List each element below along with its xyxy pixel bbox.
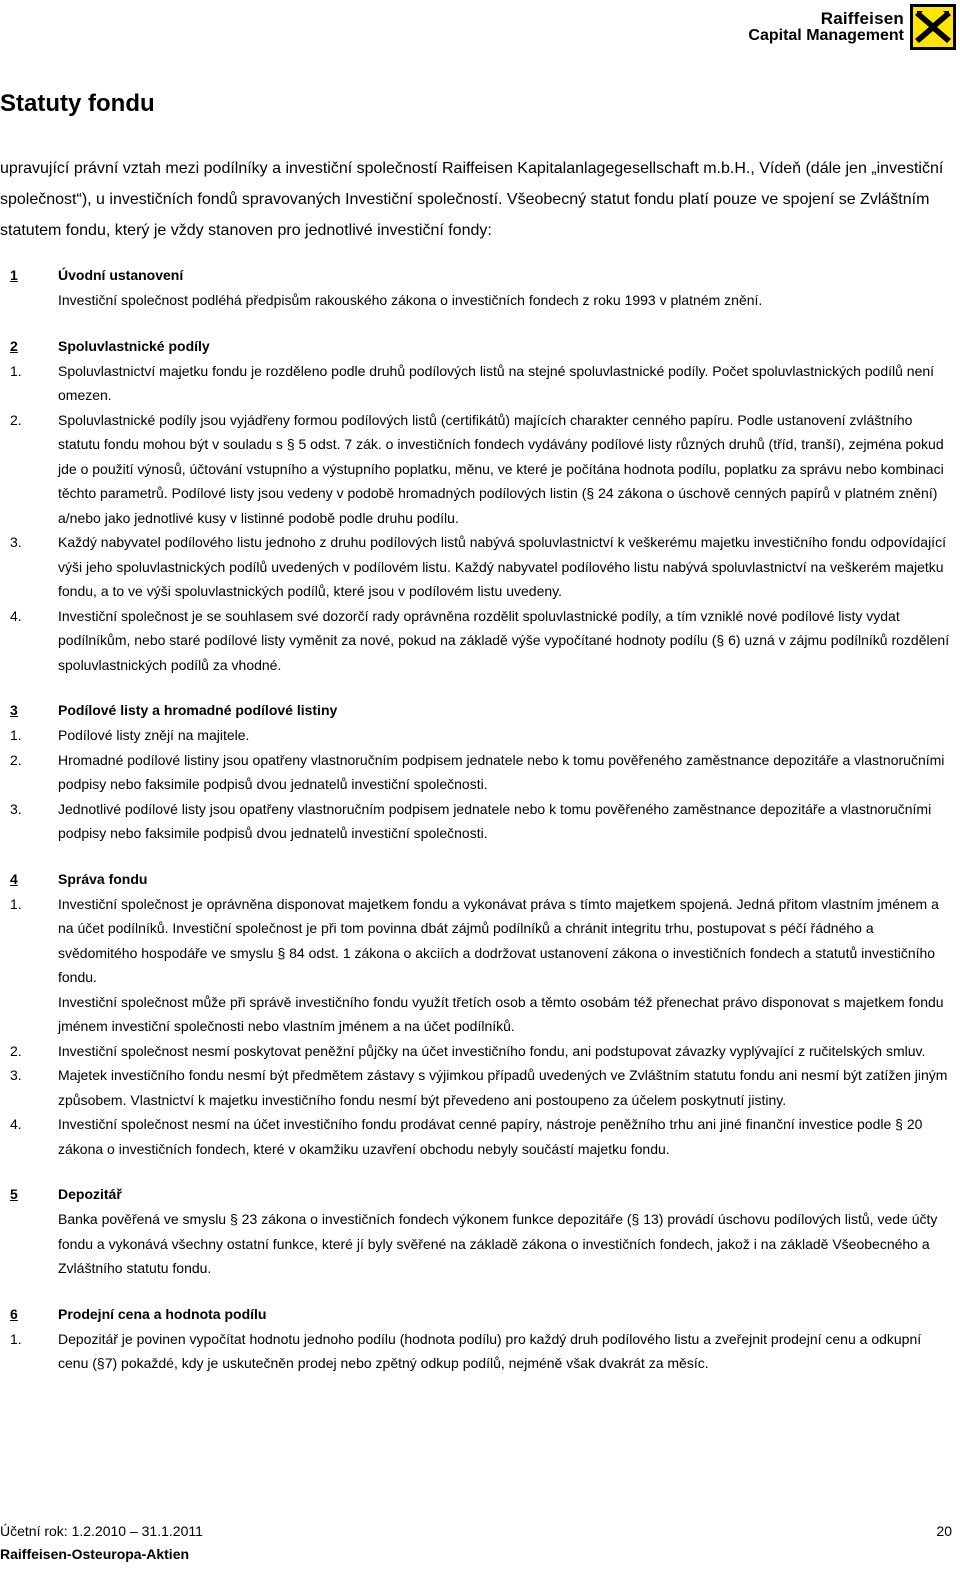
clause-number: 4. xyxy=(10,607,22,624)
clause-text: Depozitář je povinen vypočítat hodnotu jednoho podílu (hodnota podílu) pro každý druh podílového listu a zveřejnit prodejní cenu a odkupní cenu (§7) pokaždé, kdy je uskutečněn prodej nebo zpětný odkup podílů, nejméně však dvakrát za měsíc. xyxy=(58,1330,922,1371)
page-number: 20 xyxy=(936,1523,952,1539)
clause-text: Hromadné podílové listiny jsou opatřeny vlastnoručním podpisem jednatele nebo k tomu pověřeného zaměstnance depozitáře a vlastnoručními podpisy nebo faksimile podpisů dvou jednatelů investiční společnosti. xyxy=(58,751,945,792)
clause xyxy=(0,748,952,797)
clause-number xyxy=(0,1207,58,1281)
section-6 xyxy=(0,1302,952,1376)
clause-number: 1. xyxy=(10,1330,22,1347)
section-heading xyxy=(0,698,952,723)
fund-name: Raiffeisen-Osteuropa-Aktien xyxy=(0,1546,190,1562)
brand-wordmark xyxy=(748,10,904,44)
clause xyxy=(0,1207,952,1281)
clause xyxy=(0,1112,952,1161)
section-1 xyxy=(0,263,952,313)
clause xyxy=(0,990,952,1039)
clause-number: 3. xyxy=(10,800,22,817)
clause xyxy=(0,359,952,408)
section-title: Prodejní cena a hodnota podílu xyxy=(58,1305,267,1322)
section-heading xyxy=(0,867,952,892)
section-4 xyxy=(0,867,952,1162)
page-footer xyxy=(0,1520,952,1566)
brand-logo xyxy=(748,4,956,50)
clause-number: 2. xyxy=(10,751,22,768)
clause-text: Banka pověřená ve smyslu § 23 zákona o investičních fondech výkonem funkce depozitáře (§ 13) provádí úschovu podílových listů, vede účty fondu a vykonává všechny ostatní funkce, které jí byly svěřené na základě zákona o investičních fondech, jakož i na základě Všeobecného a Zvláštního statutu fondu. xyxy=(58,1211,938,1276)
brand-line1: Raiffeisen xyxy=(820,9,904,28)
statute-sections xyxy=(0,263,952,1397)
section-5 xyxy=(0,1182,952,1281)
clause-text: Spoluvlastnické podíly jsou vyjádřeny formou podílových listů (certifikátů) majících charakter cenného papíru. Podle ustanovení zvláštního statutu fondu mohou být v souladu s § 5 odst. 7 zák. o investičních fondech vydávány podílové listy různých druhů (tříd, tranší), zejména pokud jde o použití výnosů, účtování vstupního a výstupního poplatku, měnu, ve které je počítána hodnota podílu, poplatku za správu nebo kombinaci těchto parametrů. Podílové listy jsou vedeny v podobě hromadných podílových listin (§ 24 zákona o úschově cenných papírů v platném znění) a/nebo jako jednotlivé kusy v listinné podobě podle druhu podílu. xyxy=(58,411,944,526)
accounting-period: Účetní rok: 1.2.2010 – 31.1.2011 xyxy=(0,1523,203,1539)
brand-line2: Capital Management xyxy=(748,27,904,44)
section-heading xyxy=(0,334,952,359)
clause xyxy=(0,797,952,846)
clause-text: Jednotlivé podílové listy jsou opatřeny vlastnoručním podpisem jednatele nebo k tomu pověřeného zaměstnance depozitáře a vlastnoručními podpisy nebo faksimile podpisů dvou jednatelů investiční společnosti. xyxy=(58,800,932,841)
section-title: Podílové listy a hromadné podílové listiny xyxy=(58,702,338,718)
section-heading xyxy=(0,1302,952,1327)
clause-number: 4. xyxy=(10,1116,22,1132)
clause-number: 1. xyxy=(10,727,22,743)
clause-text: Investiční společnost je se souhlasem své dozorčí rady oprávněna rozdělit spoluvlastnické podíly, a tím vzniklé nové podílové listy vydat podílníkům, nebo staré podílové listy vyměnit za nové, pokud na základě výše vypočítané hodnoty podílu (§ 6) uzná v zájmu podílníků rozdělení spoluvlastnických podílů za vhodné. xyxy=(58,607,950,673)
section-number: 6 xyxy=(10,1305,18,1322)
clause-text: Podílové listy znějí na majitele. xyxy=(58,727,250,743)
clause-text: Spoluvlastnictví majetku fondu je rozděleno podle druhů podílových listů na stejné spoluvlastnické podíly. Počet spoluvlastnických podílů není omezen. xyxy=(58,362,935,403)
clause-number: 2. xyxy=(10,1042,22,1059)
section-2 xyxy=(0,334,952,678)
clause-text: Každý nabyvatel podílového listu jednoho z druhu podílových listů nabývá spoluvlastnictví k veškerému majetku investičního fondu odpovídající výši jeho spoluvlastnických podílů uvedených v podílovém listu. Každý nabyvatel podílového listu nabývá spoluvlastnictví na veškerém majetku fondu, a to ve výši spoluvlastnických podílů, které jsou v podílovém listu uvedeny. xyxy=(58,534,946,599)
intro-paragraph: upravující právní vztah mezi podílníky a investiční společností Raiffeisen Kapitalanlagegesellschaft m.b.H., Vídeň (dále jen „investiční společnost“), u investičních fondů spravovaných Investiční společností. Všeobecný statut fondu platí pouze ve spojení se Zvláštním statutem fondu, který je vždy stanoven pro jednotlivé investiční fondy: xyxy=(0,160,944,239)
clause xyxy=(0,288,952,313)
clause xyxy=(0,892,952,990)
clause xyxy=(0,530,952,604)
section-title: Spoluvlastnické podíly xyxy=(58,337,210,354)
section-3 xyxy=(0,698,952,846)
clause xyxy=(0,408,952,531)
clause xyxy=(0,723,952,748)
clause-text: Investiční společnost je oprávněna disponovat majetkem fondu a vykonávat práva s tímto majetkem spojená. Jedná přitom vlastním jménem a na účet podílníků. Investiční společnost je při tom povinna dbát zájmů podílníků a chránit integritu trhu, postupovat s péčí řádného a svědomitého hospodáře ve smyslu § 84 odst. 1 zákona o akciích a dodržovat ustanovení zákona o investičních fondech a statutů investičního fondu. xyxy=(58,895,939,985)
clause-text: Investiční společnost nesmí na účet investičního fondu prodávat cenné papíry, nástroje peněžního trhu ani jiné finanční investice podle § 20 zákona o investičních fondech, které v okamžiku uzavření obchodu nebyly součástí majetku fondu. xyxy=(58,1116,923,1157)
clause xyxy=(0,1327,952,1376)
section-heading xyxy=(0,263,952,288)
section-title: Depozitář xyxy=(58,1186,122,1202)
section-number: 2 xyxy=(10,337,18,354)
section-title: Úvodní ustanovení xyxy=(58,267,184,283)
clause xyxy=(0,1063,952,1112)
page-title: Statuty fondu xyxy=(0,90,155,117)
clause-text: Majetek investičního fondu nesmí být předmětem zástavy s výjimkou případů uvedených ve Zvláštním statutu fondu ani nesmí být zatížen jiným způsobem. Vlastnictví k majetku investičního fondu nesmí být převedeno ani postoupeno za účelem poskytnutí jistiny. xyxy=(58,1067,948,1108)
section-number: 5 xyxy=(10,1186,18,1202)
section-heading xyxy=(0,1182,952,1207)
clause-text: Investiční společnost podléhá předpisům rakouského zákona o investičních fondech z roku 1993 v platném znění. xyxy=(58,292,763,308)
section-number: 4 xyxy=(10,870,18,887)
clause-number: 1. xyxy=(10,362,22,379)
raiffeisen-gable-icon xyxy=(910,4,956,50)
clause xyxy=(0,604,952,678)
clause-number: 2. xyxy=(10,411,22,428)
clause-number: 3. xyxy=(10,1067,22,1083)
clause-number: 1. xyxy=(10,895,22,912)
clause-number xyxy=(0,288,58,313)
clause-number xyxy=(0,990,58,1039)
clause-number: 3. xyxy=(10,534,22,550)
section-number: 1 xyxy=(10,267,18,283)
section-title: Správa fondu xyxy=(58,870,148,887)
section-number: 3 xyxy=(10,702,18,718)
clause-text: Investiční společnost může při správě investičního fondu využít třetích osob a těmto osobám též přenechat právo disponovat s majetkem fondu jménem investiční společnosti nebo vlastním jménem a na účet podílníků. xyxy=(58,993,944,1034)
clause xyxy=(0,1039,952,1064)
clause-text: Investiční společnost nesmí poskytovat peněžní půjčky na účet investičního fondu, ani podstupovat závazky vyplývající z ručitelských smluv. xyxy=(58,1042,926,1059)
